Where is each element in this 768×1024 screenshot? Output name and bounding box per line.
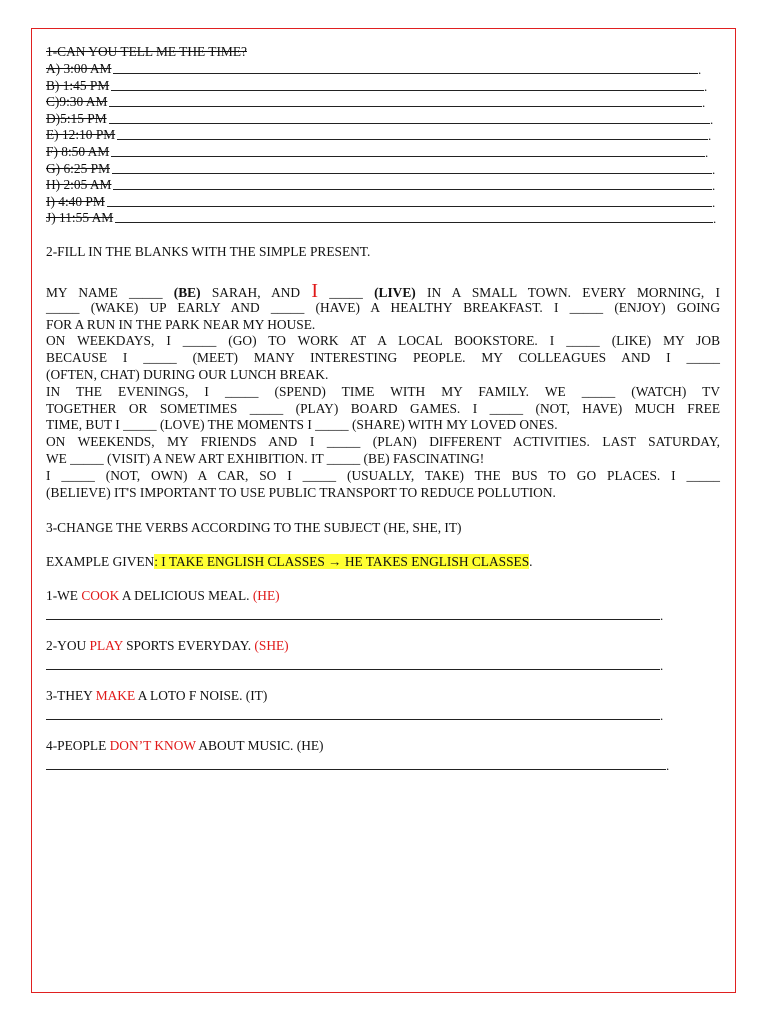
period: .	[660, 658, 664, 673]
period: .	[704, 78, 708, 94]
exercise-prefix: 1-WE	[46, 588, 82, 603]
exercise-question	[46, 688, 267, 704]
exercise-prefix: 3-THEY	[46, 688, 96, 703]
time-item	[46, 78, 720, 94]
time-label: B) 1:45 PM	[46, 77, 110, 93]
period: .	[705, 145, 709, 160]
exercise-verb: COOK	[81, 588, 120, 603]
paragraph-line: WE _____ (VISIT) A NEW ART EXHIBITION. IT _____ (BE) FASCINATING!	[46, 450, 485, 466]
time-item	[46, 94, 720, 110]
exercise-verb: DON’T KNOW	[109, 738, 196, 753]
example-highlight: : I TAKE ENGLISH CLASSES → HE TAKES ENGLISH CLASSES	[154, 554, 530, 569]
time-label: I) 4:40 PM	[46, 193, 105, 209]
period: .	[702, 95, 706, 111]
period: .	[660, 708, 664, 723]
period: .	[710, 111, 714, 127]
paragraph-line: TIME, BUT I _____ (LOVE) THE MOMENTS I _____ (SHARE) WITH MY LOVED ONES.	[46, 417, 558, 433]
answer-line	[46, 222, 713, 223]
fill-in-paragraph	[46, 280, 721, 501]
section2-title: 2-FILL IN THE BLANKS WITH THE SIMPLE PRESENT.	[46, 244, 371, 259]
paragraph-line	[46, 280, 721, 302]
answer-line	[46, 90, 704, 91]
time-item	[46, 144, 720, 160]
example-line	[46, 554, 533, 570]
example-end: .	[529, 554, 533, 569]
time-label: F) 8:50 AM	[46, 144, 110, 159]
period: .	[712, 194, 716, 210]
paragraph-line: I _____ (NOT, OWN) A CAR, SO I _____ (USUALLY, TAKE) THE BUS TO GO PLACES. I _____	[46, 467, 720, 483]
time-item	[46, 177, 720, 193]
paragraph-line: ON WEEKENDS, MY FRIENDS AND I _____ (PLAN) DIFFERENT ACTIVITIES. LAST SATURDAY,	[46, 434, 720, 450]
exercise-verb: MAKE	[95, 688, 136, 703]
paragraph-line: _____ (WAKE) UP EARLY AND _____ (HAVE) A HEALTHY BREAKFAST. I _____ (ENJOY) GOING	[46, 299, 720, 315]
period: .	[712, 161, 716, 177]
answer-line	[46, 123, 710, 124]
answer-line	[46, 156, 705, 157]
time-label: D)5:15 PM	[46, 110, 107, 126]
section3-title: 3-CHANGE THE VERBS ACCORDING TO THE SUBJECT (HE, SHE, IT)	[46, 520, 462, 535]
answer-line	[46, 173, 712, 174]
time-label: J) 11:55 AM	[46, 210, 114, 226]
period: .	[712, 178, 716, 194]
verb-cue: (BE)	[173, 285, 201, 300]
paragraph-line: (BELIEVE) IT'S IMPORTANT TO USE PUBLIC TRANSPORT TO REDUCE POLLUTION.	[46, 484, 556, 500]
answer-line	[46, 769, 666, 770]
time-item	[46, 161, 720, 177]
exercise-question	[46, 638, 289, 654]
period: .	[698, 62, 702, 77]
exercise-question	[46, 738, 324, 754]
time-label: A) 3:00 AM	[46, 61, 112, 76]
answer-line	[46, 189, 712, 190]
text-segment: SARAH, AND	[200, 285, 312, 300]
exercise-verb: PLAY	[89, 638, 123, 653]
time-item	[46, 210, 720, 226]
exercise-text: A DELICIOUS MEAL.	[119, 588, 253, 603]
verb-cue: (LIVE)	[374, 285, 416, 300]
period: .	[660, 608, 664, 623]
paragraph-line: IN THE EVENINGS, I _____ (SPEND) TIME WITH MY FAMILY. WE _____ (WATCH) TV	[46, 383, 720, 399]
text-segment: _____	[318, 285, 375, 300]
paragraph-line: (OFTEN, CHAT) DURING OUR LUNCH BREAK.	[46, 366, 329, 382]
answer-line	[46, 73, 698, 74]
exercise-text: A LOTO F NOISE.	[135, 688, 246, 703]
exercise-prefix: 4-PEOPLE	[46, 738, 110, 753]
period: .	[713, 211, 717, 227]
exercise-subject: (HE)	[296, 738, 324, 753]
paragraph-line: FOR A RUN IN THE PARK NEAR MY HOUSE.	[46, 316, 316, 332]
time-label: G) 6:25 PM	[46, 160, 110, 176]
time-label: C)9:30 AM	[46, 94, 108, 110]
exercise-subject: (SHE)	[254, 638, 289, 653]
example-prefix: EXAMPLE GIVEN	[46, 554, 155, 569]
period: .	[666, 758, 670, 773]
answer-line	[46, 139, 708, 140]
paragraph-line: BECAUSE I _____ (MEET) MANY INTERESTING PEOPLE. MY COLLEAGUES AND I _____	[46, 350, 720, 366]
text-segment: MY NAME _____	[46, 285, 174, 300]
time-item	[46, 61, 720, 77]
time-item	[46, 194, 720, 210]
exercise-text: SPORTS EVERYDAY.	[122, 638, 255, 653]
answer-line	[46, 619, 660, 620]
paragraph-line: ON WEEKDAYS, I _____ (GO) TO WORK AT A LOCAL BOOKSTORE. I _____ (LIKE) MY JOB	[46, 333, 720, 349]
exercise-prefix: 2-YOU	[46, 638, 90, 653]
text-segment: IN A SMALL TOWN. EVERY MORNING, I	[415, 285, 721, 300]
answer-line	[46, 206, 712, 207]
time-item	[46, 127, 720, 143]
time-label: E) 12:10 PM	[46, 127, 116, 143]
red-pronoun: I	[311, 280, 319, 302]
exercise-subject: (HE)	[252, 588, 280, 603]
exercise-text: ABOUT MUSIC.	[195, 738, 297, 753]
answer-line	[46, 669, 660, 670]
paragraph-line: TOGETHER OR SOMETIMES _____ (PLAY) BOARD GAMES. I _____ (NOT, HAVE) MUCH FREE	[46, 400, 720, 416]
time-label: H) 2:05 AM	[46, 177, 112, 193]
section1-title: 1-CAN YOU TELL ME THE TIME?	[46, 44, 247, 59]
exercise-subject: (IT)	[245, 688, 268, 703]
exercise-question	[46, 588, 280, 604]
answer-line	[46, 719, 660, 720]
answer-line	[46, 106, 702, 107]
time-item	[46, 111, 720, 127]
period: .	[708, 128, 712, 144]
